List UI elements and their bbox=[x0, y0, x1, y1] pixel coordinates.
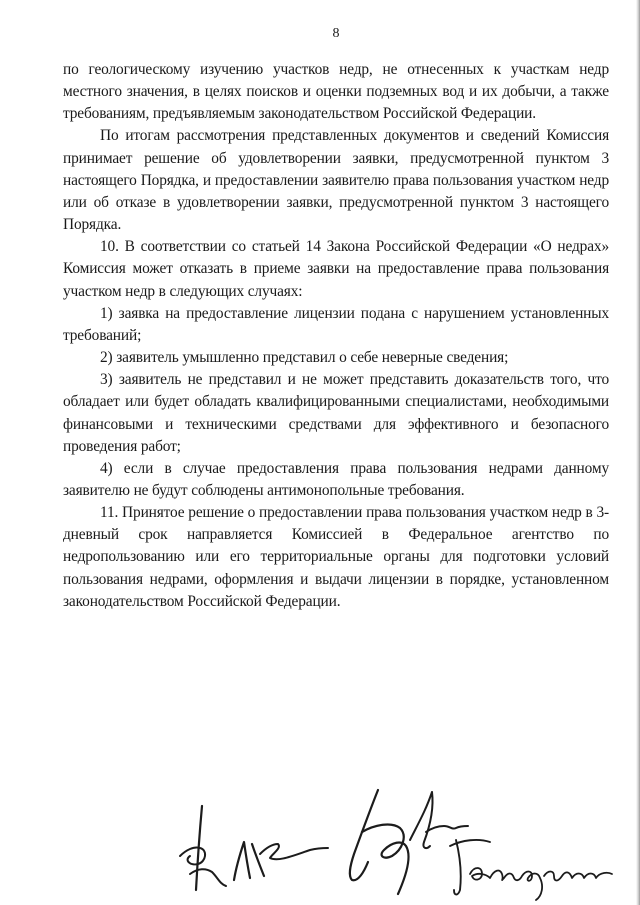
paragraph-clause-11: 11. Принятое решение о предоставлении права пользования участком недр в 3-дневный срок направляется Комиссией в Федеральное агентство по недропользованию или его территориальные органы для подготовки условий пользования недрами, оформления и выдачи лицензии в порядке, установленном законодательством Российской Федерации. bbox=[63, 504, 609, 610]
signatures-area bbox=[0, 760, 640, 905]
scan-edge bbox=[636, 0, 640, 905]
list-item-2: 2) заявитель умышленно представил о себе неверные сведения; bbox=[100, 349, 509, 367]
paragraph-commission-decision: По итогам рассмотрения представленных документов и сведений Комиссия принимает решение об удовлетворении заявки, предусмотренной пунктом 3 настоящего Порядка, и предоставлении заявителю права пользования участком недр или об отказе в удовлетворении заявки, предусмотренной пунктом 3 настоящего Порядка. bbox=[63, 127, 609, 234]
paragraph-continuation: по геологическому изучению участков недр, не отнесенных к участкам недр местного значения, в целях поисков и оценки подземных вод и их добычи, а также требованиям, предъявляемым законодательством Российской Федерации. bbox=[63, 61, 609, 123]
signature-surname bbox=[448, 832, 616, 902]
paragraph-clause-10: 10. В соответствии со статьей 14 Закона Российской Федерации «О недрах» Комиссия может отказать в приеме заявки на предоставление права пользования участком недр в следующих случаях: bbox=[63, 238, 609, 300]
list-item-4: 4) если в случае предоставления права пользования недрами данному заявителю не будут соблюдены антимонопольные требования. bbox=[63, 459, 609, 499]
list-item-1: 1) заявка на предоставление лицензии подана с нарушением установленных требований; bbox=[63, 304, 609, 344]
list-item-3: 3) заявитель не представил и не может представить доказательств того, что обладает или будет обладать квалифицированными специалистами, необходимыми финансовыми и техническими средствами для эффективного и безопасного проведения работ; bbox=[63, 371, 609, 455]
signature-initials bbox=[160, 798, 330, 898]
page-number: 8 bbox=[332, 26, 340, 41]
document-body bbox=[63, 59, 609, 613]
